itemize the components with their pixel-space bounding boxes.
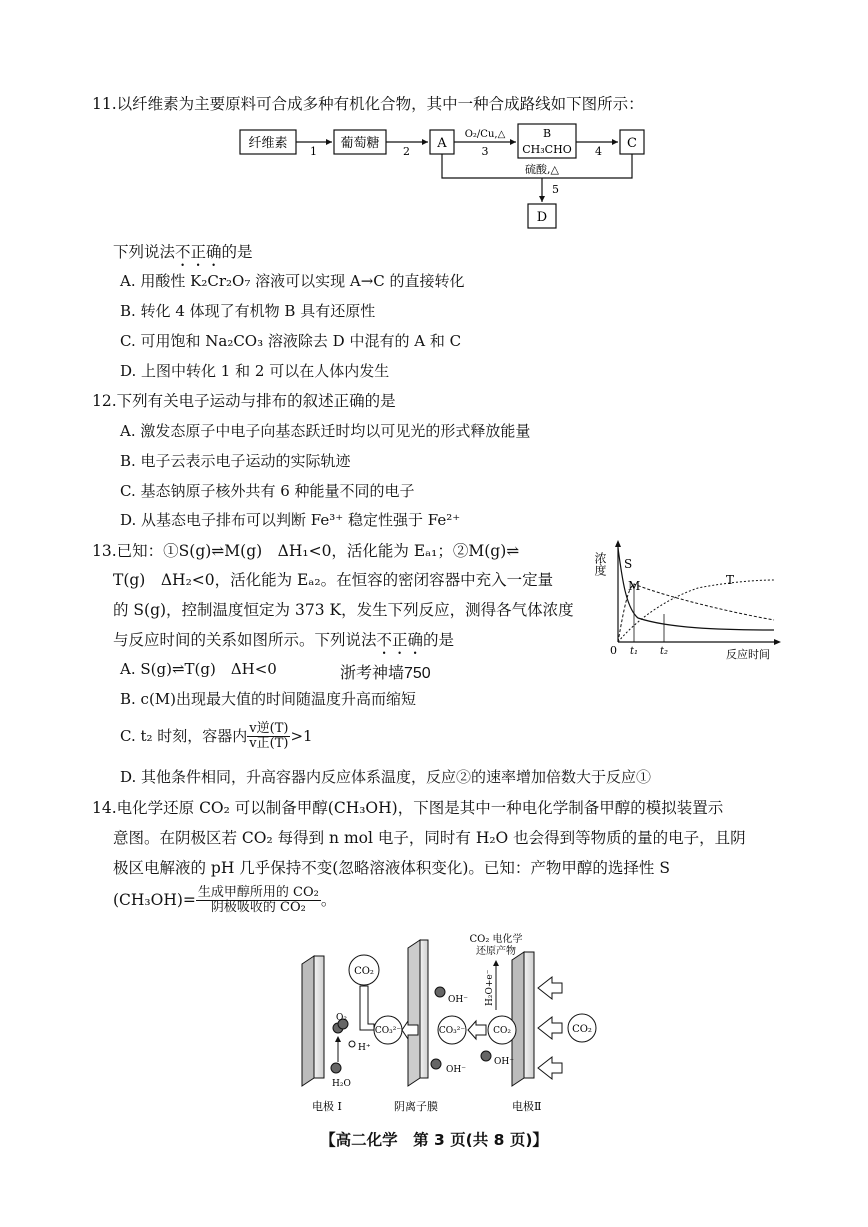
graph-ylabel: 浓度 [593,552,607,576]
q14-electrolysis-device [290,928,620,1116]
graph-t1: t₁ [630,646,639,657]
q11-ask: 下列说法不正确的是 [113,243,253,261]
box-d-label: D [536,210,548,225]
q13-concentration-graph [593,538,784,664]
curve-m [618,584,774,642]
q14-line-3: 极区电解液的 pH 几乎保持不变(忽略溶液体积变化)。已知：产物甲醇的选择性 S [113,859,670,877]
q12-option-c: C. 基态钠原子核外共有 6 种能量不同的电子 [120,482,415,500]
q11-option-c: C. 可用饱和 Na₂CO₃ 溶液除去 D 中混有的 A 和 C [120,332,462,350]
q13-line-3: 的 S(g)，控制温度恒定为 373 K，发生下列反应，测得各气体浓度 [113,601,574,619]
electrode-2-label: 电极Ⅱ [512,1100,542,1113]
graph-origin: 0 [610,644,617,657]
q13-line-1: 13.已知：①S(g)⇌M(g) ΔH₁<0，活化能为 Eₐ₁；②M(g)⇌ [92,542,520,560]
q11-stem: 11.以纤维素为主要原料可合成多种有机化合物，其中一种合成路线如下图所示： [92,95,644,113]
product-label-1: CO₂ 电化学 [469,934,523,945]
h2o-e-label: H₂O+e⁻ [485,969,495,1006]
q11-option-b: B. 转化 4 体现了有机物 B 具有还原性 [120,302,376,320]
q13-line-4: 与反应时间的关系如图所示。下列说法不正确的是 [113,631,455,649]
oh-2: OH⁻ [446,1065,466,1075]
h2o-label: H₂O [332,1079,351,1089]
co2-right: CO₂ [572,1024,592,1035]
curve-s [618,548,774,630]
curve-t [618,580,774,642]
graph-xlabel: 反应时间 [726,648,770,661]
step-2: 2 [403,145,410,158]
membrane-label: 阴离子膜 [394,1100,438,1113]
step-5: 5 [552,183,559,196]
box-glucose-label: 葡萄糖 [340,136,380,151]
co2-cathode: CO₂ [493,1026,511,1036]
co3-right: CO₃²⁻ [438,1026,466,1036]
q14-line-4: (CH₃OH)= $\frac{\text{生成甲醇所用的 CO₂}}{\text{阴极吸收的 CO₂}}$ 。 [113,885,337,916]
step-3: 3 [481,145,489,158]
co3-left: CO₃²⁻ [374,1026,402,1036]
label-m: M [628,579,641,593]
q12-option-d: D. 从基态电子排布可以判断 Fe³⁺ 稳定性强于 Fe²⁺ [120,511,461,529]
step-1: 1 [310,145,317,158]
q13-line-2: T(g) ΔH₂<0，活化能为 Eₐ₂。在恒容的密闭容器中充入一定量 [113,571,554,589]
watermark-text: 浙考神墙750 [340,665,431,682]
cond-5: 硫酸,△ [525,163,559,176]
q14-line-1: 14.电化学还原 CO₂ 可以制备甲醇(CH₃OH)，下图是其中一种电化学制备甲醇的模拟装置示 [92,799,724,817]
q11-synthesis-diagram [230,122,660,230]
box-cellulose-label: 纤维素 [248,136,288,151]
cond-3: O₂/Cu,△ [464,129,506,140]
q12-option-b: B. 电子云表示电子运动的实际轨迹 [120,452,351,470]
oh-1: OH⁻ [448,995,468,1005]
oh-3: OH⁻ [494,1057,514,1067]
co2-top: CO₂ [354,966,374,977]
q13-option-c: C. t₂ 时刻，容器内 $\frac{\text{v逆(T)}}{\text{v正(T)}}$ >1 [120,721,313,752]
step-4: 4 [595,145,602,158]
q11-option-a: A. 用酸性 K₂Cr₂O₇ 溶液可以实现 A→C 的直接转化 [120,272,465,290]
o2-label: O₂ [336,1013,347,1023]
q14-line-2: 意图。在阴极区若 CO₂ 每得到 n mol 电子，同时有 H₂O 也会得到等物质的量的电子，且阴 [113,829,746,847]
label-t: T [726,573,735,587]
hplus-label: H⁺ [358,1043,371,1053]
label-s: S [624,557,633,571]
electrode-1-label: 电极 I [312,1100,342,1113]
box-b-label-bottom: CH₃CHO [522,143,572,156]
q12-option-a: A. 激发态原子中电子向基态跃迁时均以可见光的形式释放能量 [120,422,531,440]
q13-option-d: D. 其他条件相同，升高容器内反应体系温度，反应②的速率增加倍数大于反应① [120,768,652,786]
box-b-label-top: B [542,127,552,140]
q13-option-b: B. c(M)出现最大值的时间随温度升高而缩短 [120,690,417,708]
page-footer: 【高二化学 第 3 页(共 8 页)】 [320,1131,548,1149]
graph-t2: t₂ [660,646,669,657]
q12-stem: 12.下列有关电子运动与排布的叙述正确的是 [92,392,396,410]
box-c-label: C [627,136,637,151]
q11-option-d: D. 上图中转化 1 和 2 可以在人体内发生 [120,362,390,380]
product-label-2: 还原产物 [476,946,516,957]
q13-option-a: A. S(g)⇌T(g) ΔH<0 [120,660,277,678]
box-a-label: A [437,136,447,151]
